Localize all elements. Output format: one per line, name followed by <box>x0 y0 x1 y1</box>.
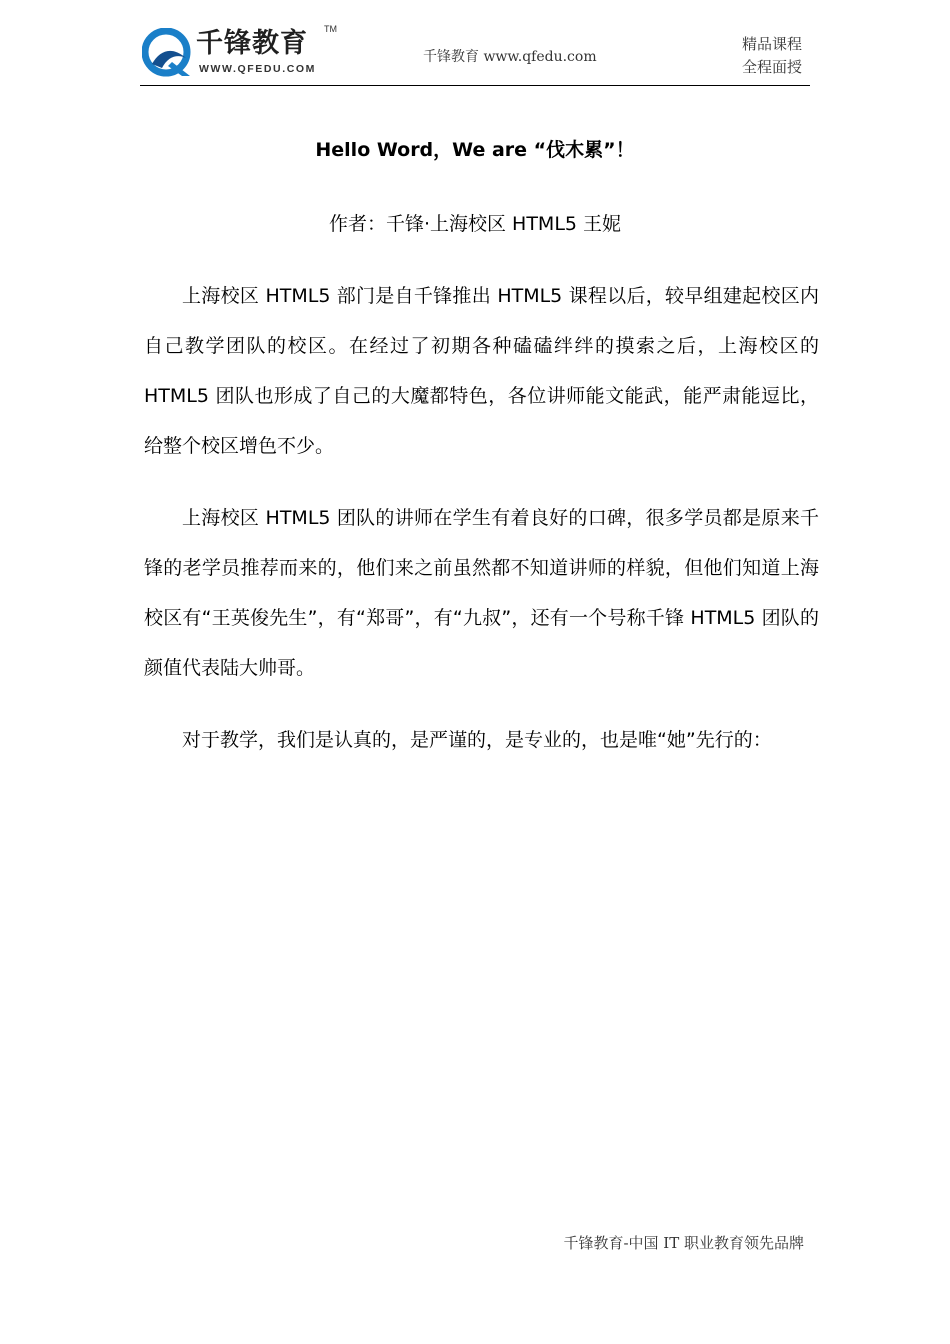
header-slogan <box>742 33 802 79</box>
header-site-text: 千锋教育 www.qfedu.com <box>423 49 597 65</box>
qfedu-logo <box>142 24 342 80</box>
article-title: Hello Word，We are “伐木累”！ <box>315 139 635 161</box>
logo-trademark: TM <box>324 24 337 34</box>
paragraph-text: 对于教学，我们是认真的，是严谨的，是专业的，也是唯“她”先行的： <box>182 729 772 751</box>
article-paragraph-1 <box>144 271 819 471</box>
logo-brand-name: 千锋教育 <box>196 28 308 59</box>
header-slogan-line-2: 全程面授 <box>741 58 802 76</box>
q-swirl-logo-icon <box>142 28 194 78</box>
page-header <box>140 24 810 86</box>
article-paragraph-3 <box>144 715 819 765</box>
article-author: 作者：千锋·上海校区 HTML5 王妮 <box>328 213 622 235</box>
page-footer: 千锋教育-中国 IT 职业教育领先品牌 <box>563 1234 804 1252</box>
header-divider <box>140 85 810 86</box>
header-slogan-line-1: 精品课程 <box>741 35 802 53</box>
logo-url-text: WWW.QFEDU.COM <box>199 63 317 75</box>
article-paragraph-2 <box>144 493 819 693</box>
paragraph-text: 上海校区 HTML5 部门是自千锋推出 HTML5 课程以后，较早组建起校区内自己教学团队的校区。在经过了初期各种磕磕绊绊的摸索之后，上海校区的 HTML5 团队也形成了自己的大魔都特色，各位讲师能文能武，能严肃能逗比，给整个校区增色不少。 <box>144 285 819 457</box>
paragraph-text: 上海校区 HTML5 团队的讲师在学生有着良好的口碑，很多学员都是原来千锋的老学员推荐而来的，他们来之前虽然都不知道讲师的样貌，但他们知道上海校区有“王英俊先生”，有“郑哥”，有“九叔”，还有一个号称千锋 HTML5 团队的颜值代表陆大帅哥。 <box>144 507 819 679</box>
